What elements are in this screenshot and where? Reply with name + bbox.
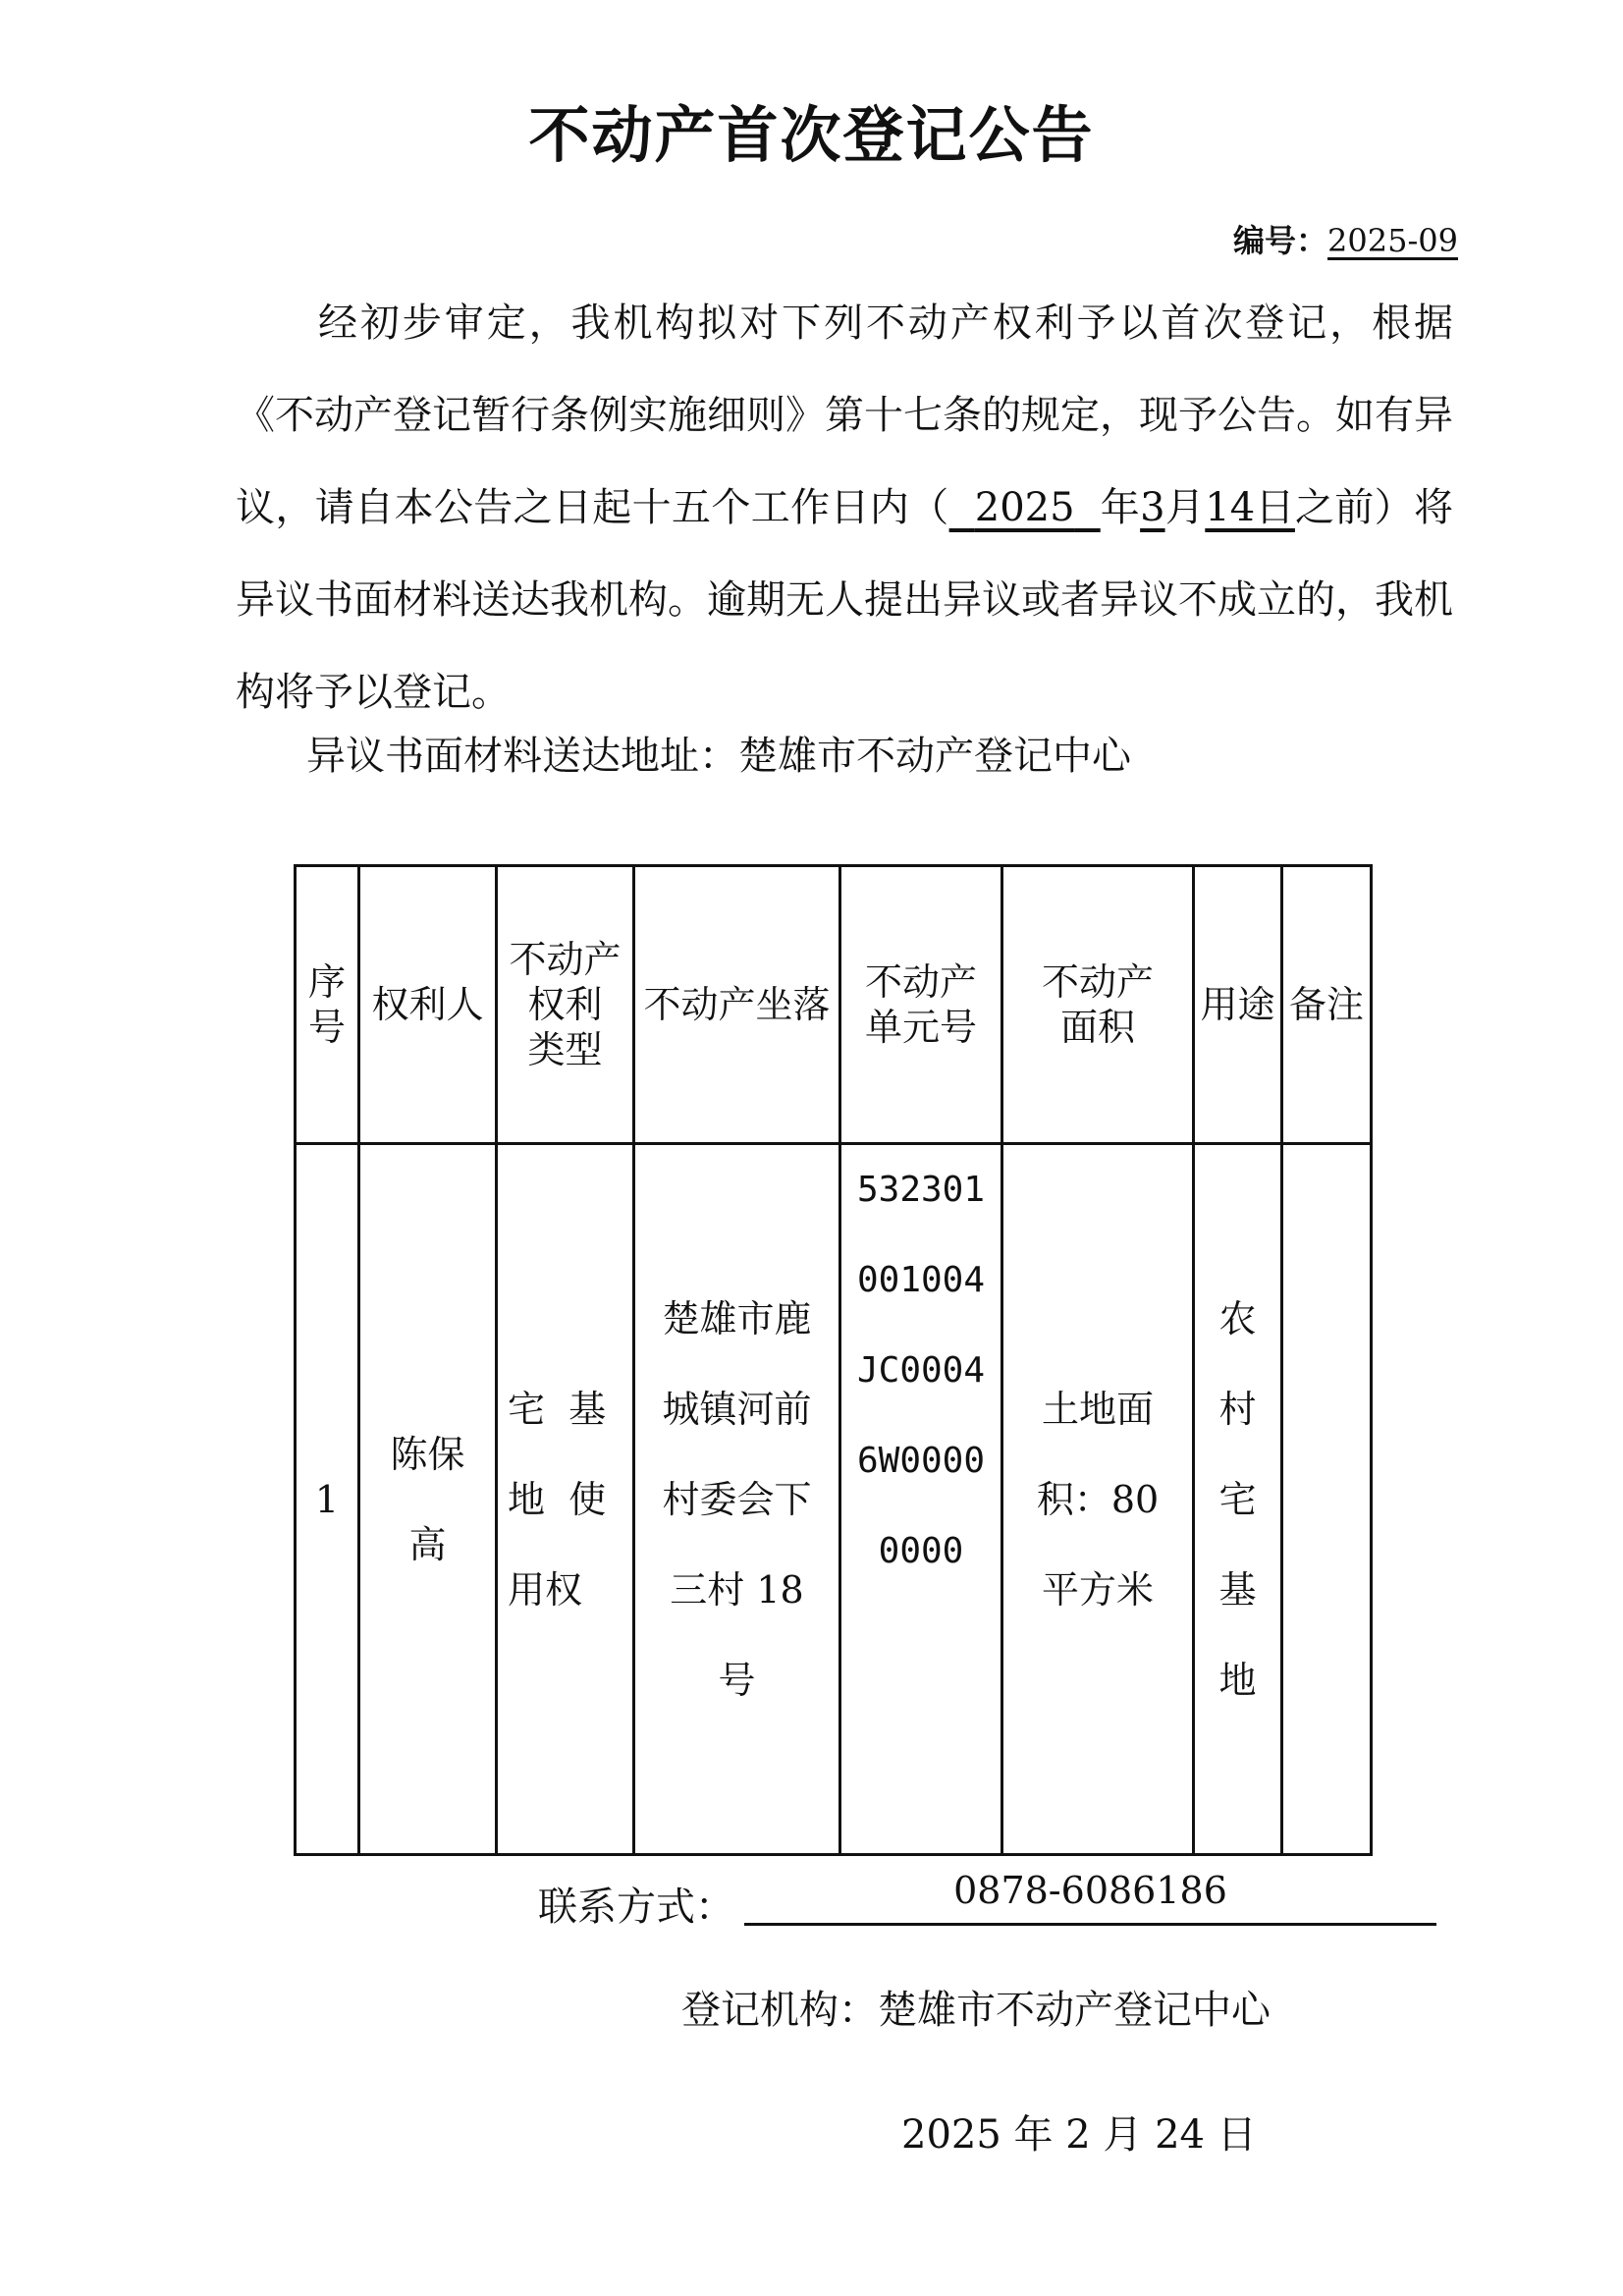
cell-line: 不动产坐落 bbox=[643, 983, 831, 1026]
cell-line: 平方米 bbox=[1041, 1567, 1154, 1612]
header-holder bbox=[359, 866, 497, 1144]
serial-value: 2025-09 bbox=[1327, 222, 1458, 259]
objection-address bbox=[306, 725, 1131, 781]
cell-line: 楚雄市鹿 bbox=[662, 1296, 812, 1340]
body-text-1: 经初步审定，我机构拟对下列不动产权利予以首次登记，根据《不动产登记暂行条例实施细则》第十七条的规定，现予公告。如有异议，请自本公告之日起十五个工作日内（ bbox=[236, 301, 1453, 530]
cell-line: 基 bbox=[1218, 1567, 1257, 1612]
contact-underline bbox=[744, 1923, 1436, 1926]
body-text-2: 之前）将异议书面材料送达我机构。逾期无人提出异议或者异议不成立的，我机构将予以登记。 bbox=[236, 485, 1454, 715]
contact-phone: 0878-6086186 bbox=[953, 1869, 1227, 1912]
cell-line: 单元号 bbox=[864, 1006, 977, 1049]
address-label: 异议书面材料送达地址： bbox=[306, 734, 738, 779]
cell-line: 土地面 bbox=[1041, 1387, 1154, 1431]
cell-line: 地 使 bbox=[508, 1477, 607, 1521]
cell-line: 积：80 bbox=[1036, 1477, 1160, 1521]
deadline-month: 3 bbox=[1140, 485, 1165, 530]
header-seq bbox=[296, 866, 359, 1144]
header-remark bbox=[1282, 866, 1372, 1144]
deadline-year: 2025 bbox=[974, 485, 1075, 530]
cell-line: 序 bbox=[307, 960, 346, 1004]
header-location bbox=[634, 866, 840, 1144]
header-unit-no bbox=[840, 866, 1002, 1144]
registration-org bbox=[681, 1979, 1271, 2035]
cell-line: 村 bbox=[1218, 1387, 1257, 1431]
cell-line: 陈保 bbox=[390, 1432, 465, 1476]
header-usage bbox=[1194, 866, 1282, 1144]
page-title: 不动产首次登记公告 bbox=[528, 99, 1095, 171]
cell-line: 用权 bbox=[508, 1567, 583, 1612]
contact-label: 联系方式： bbox=[538, 1885, 734, 1930]
cell-seq: 1 bbox=[296, 1144, 359, 1855]
month-unit: 月 bbox=[1164, 485, 1206, 530]
cell-line: 农 bbox=[1218, 1296, 1257, 1340]
cell-line: 备注 bbox=[1288, 983, 1364, 1026]
cell-line: 面积 bbox=[1059, 1006, 1135, 1049]
cell-line: 0000 bbox=[878, 1531, 964, 1571]
notice-date: 2025 年 2 月 24 日 bbox=[901, 2112, 1257, 2158]
cell-line: 类型 bbox=[527, 1028, 603, 1071]
cell-line: 宅 bbox=[1218, 1477, 1257, 1521]
notice-body bbox=[236, 277, 1453, 738]
cell-line: 不动产 bbox=[1041, 960, 1154, 1004]
cell-area bbox=[1002, 1144, 1194, 1855]
cell-location bbox=[634, 1144, 840, 1855]
cell-line: 不动产 bbox=[864, 960, 977, 1004]
header-area bbox=[1002, 866, 1194, 1144]
cell-line: 三村 18 bbox=[670, 1567, 804, 1612]
cell-line: 宅 基 bbox=[508, 1387, 607, 1431]
org-value: 楚雄市不动产登记中心 bbox=[878, 1988, 1271, 2033]
cell-line: 用途 bbox=[1200, 983, 1275, 1026]
address-value: 楚雄市不动产登记中心 bbox=[738, 734, 1131, 779]
cell-line: 6W0000 bbox=[856, 1441, 986, 1481]
header-right-type bbox=[497, 866, 634, 1144]
table-row bbox=[296, 1144, 1372, 1855]
table-header-row bbox=[296, 866, 1372, 1144]
cell-remark bbox=[1282, 1144, 1372, 1855]
registration-table bbox=[294, 864, 1373, 1856]
cell-unit-no bbox=[840, 1144, 1002, 1855]
cell-line: 村委会下 bbox=[662, 1477, 812, 1521]
cell-line: 城镇河前 bbox=[662, 1387, 812, 1431]
year-unit: 年 bbox=[1100, 485, 1141, 530]
serial-number bbox=[1233, 216, 1458, 261]
cell-line: JC0004 bbox=[856, 1350, 986, 1391]
cell-holder bbox=[359, 1144, 497, 1855]
deadline-day: 14日 bbox=[1205, 485, 1295, 530]
cell-usage bbox=[1194, 1144, 1282, 1855]
cell-line: 权利人 bbox=[371, 983, 484, 1026]
cell-line: 532301 bbox=[856, 1170, 986, 1210]
cell-line: 001004 bbox=[856, 1260, 986, 1300]
cell-right-type bbox=[497, 1144, 634, 1855]
cell-line: 号 bbox=[718, 1658, 756, 1702]
cell-line: 不动产 bbox=[509, 938, 622, 981]
serial-label: 编号： bbox=[1233, 222, 1328, 259]
cell-line: 权利 bbox=[527, 983, 603, 1026]
cell-line: 地 bbox=[1218, 1658, 1257, 1702]
org-label: 登记机构： bbox=[681, 1988, 878, 2033]
cell-line: 号 bbox=[307, 1006, 346, 1049]
cell-line: 高 bbox=[408, 1522, 447, 1566]
